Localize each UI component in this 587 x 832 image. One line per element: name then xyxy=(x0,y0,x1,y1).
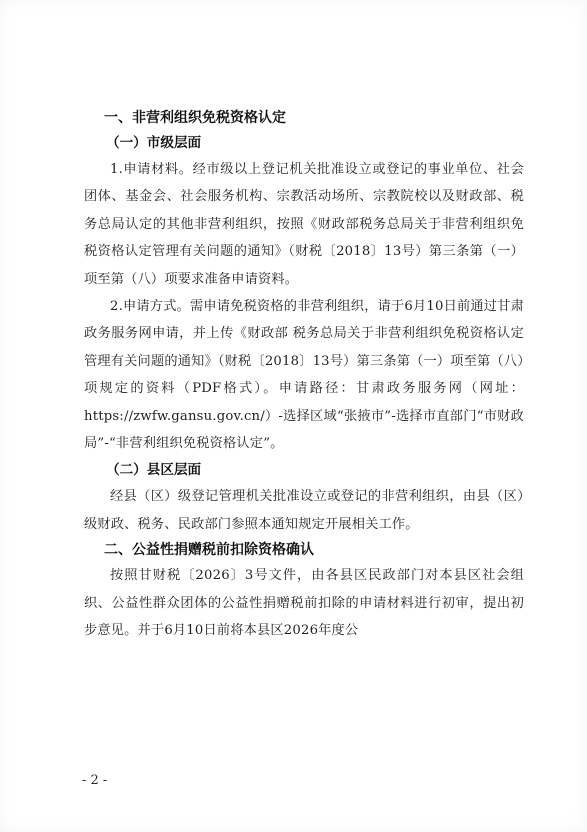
section-2-title: 二、公益性捐赠税前扣除资格确认 xyxy=(104,542,314,559)
paragraph-application-materials: 1.申请材料。经市级以上登记机关批准设立或登记的事业单位、社会团体、基金会、社会服务机构、宗教活动场所、宗教院校以及财政部、税务总局认定的其他非营利组织，按照《财政部税务总局关于非营利组织免税资格认定管理有关问题的通知》（财税〔2018〕13号）第三条第（一）项至第（八）项要求准备申请资料。 xyxy=(84,162,524,287)
document-body xyxy=(84,106,524,645)
paragraph-public-welfare-donation: 按照甘财税〔2026〕3号文件，由各县区民政部门对本县区社会组织、公益性群众团体的公益性捐赠税前扣除的申请材料进行初审，提出初步意见。并于6月10日前将本县区2026年度公 xyxy=(84,568,524,639)
subsection-2-title: （二）县区层面 xyxy=(106,462,202,479)
paragraph-application-method: 2.申请方式。需申请免税资格的非营利组织，请于6月10日前通过甘肃政务服务网申请，并上传《财政部 税务总局关于非营利组织免税资格认定管理有关问题的通知》（财税〔2018〕13号）第三条第（一）项至第（八）项规定的资料（PDF格式）。申请路径：甘肃政务服务网（网址：https://zwfw.gansu.gov.cn/）-选择区域“张掖市”-选择市直部门“市财政局”-“非营利组织免税资格认定”。 xyxy=(84,299,524,452)
subsection-1-title: （一）市级层面 xyxy=(106,135,202,151)
page-number: - 2 - xyxy=(82,773,108,788)
paragraph-county-level: 经县（区）级登记管理机关批准设立或登记的非营利组织，由县（区）级财政、税务、民政部门参照本通知规定开展相关工作。 xyxy=(84,489,524,532)
section-1-title: 一、非营利组织免税资格认定 xyxy=(104,110,286,126)
